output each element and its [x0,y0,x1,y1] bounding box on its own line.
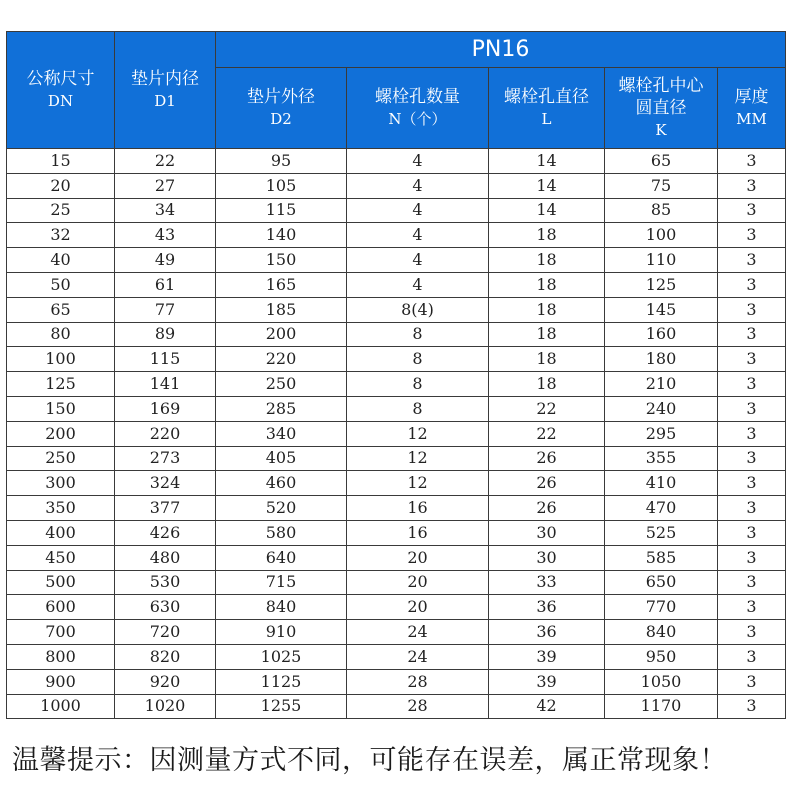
cell-d2: 220 [216,347,347,372]
cell-l: 22 [489,421,605,446]
cell-k: 410 [605,471,718,496]
table-row [7,396,786,421]
cell-l: 39 [489,644,605,669]
cell-n: 12 [347,446,489,471]
cell-l: 26 [489,471,605,496]
header-bolt-hole-diameter [489,68,605,149]
cell-d2: 165 [216,272,347,297]
cell-k: 650 [605,570,718,595]
cell-d2: 715 [216,570,347,595]
cell-d1: 89 [115,322,216,347]
cell-n: 8(4) [347,297,489,322]
cell-k: 125 [605,272,718,297]
cell-dn: 500 [7,570,115,595]
header-bolt-hole-diameter-label: 螺栓孔直径 [504,87,589,107]
cell-n: 20 [347,570,489,595]
table-row [7,644,786,669]
cell-d2: 340 [216,421,347,446]
table-row [7,173,786,198]
cell-k: 180 [605,347,718,372]
cell-l: 18 [489,272,605,297]
cell-dn: 15 [7,149,115,174]
cell-n: 12 [347,471,489,496]
cell-thickness: 3 [718,644,786,669]
cell-d1: 22 [115,149,216,174]
table-row [7,669,786,694]
cell-l: 18 [489,322,605,347]
table-row [7,595,786,620]
cell-d1: 77 [115,297,216,322]
cell-thickness: 3 [718,347,786,372]
measurement-tip: 温馨提示：因测量方式不同，可能存在误差，属正常现象！ [12,745,727,776]
cell-thickness: 3 [718,372,786,397]
cell-d1: 920 [115,669,216,694]
cell-dn: 1000 [7,694,115,719]
cell-n: 20 [347,595,489,620]
cell-thickness: 3 [718,297,786,322]
cell-l: 26 [489,446,605,471]
table-row [7,223,786,248]
cell-n: 4 [347,248,489,273]
table-row [7,322,786,347]
cell-k: 470 [605,496,718,521]
header-bolt-circle-code: K [655,121,667,139]
cell-d2: 285 [216,396,347,421]
table-row [7,471,786,496]
cell-d2: 910 [216,620,347,645]
cell-k: 770 [605,595,718,620]
table-row [7,620,786,645]
cell-dn: 20 [7,173,115,198]
header-thickness-label: 厚度 [734,87,769,107]
cell-n: 28 [347,669,489,694]
cell-k: 65 [605,149,718,174]
header-bolt-hole-diameter-code: L [541,110,552,128]
cell-k: 840 [605,620,718,645]
cell-n: 24 [347,620,489,645]
cell-d1: 115 [115,347,216,372]
cell-thickness: 3 [718,669,786,694]
cell-d1: 820 [115,644,216,669]
cell-n: 8 [347,322,489,347]
cell-d1: 34 [115,198,216,223]
cell-n: 4 [347,272,489,297]
cell-dn: 800 [7,644,115,669]
cell-l: 36 [489,620,605,645]
cell-thickness: 3 [718,173,786,198]
cell-d1: 630 [115,595,216,620]
table-row [7,570,786,595]
cell-dn: 450 [7,545,115,570]
cell-k: 1050 [605,669,718,694]
cell-n: 28 [347,694,489,719]
cell-n: 4 [347,149,489,174]
cell-d2: 140 [216,223,347,248]
cell-l: 18 [489,248,605,273]
cell-k: 75 [605,173,718,198]
cell-k: 240 [605,396,718,421]
cell-d1: 324 [115,471,216,496]
cell-dn: 600 [7,595,115,620]
cell-d2: 460 [216,471,347,496]
cell-dn: 400 [7,520,115,545]
cell-d1: 49 [115,248,216,273]
cell-k: 100 [605,223,718,248]
cell-thickness: 3 [718,149,786,174]
cell-dn: 350 [7,496,115,521]
cell-dn: 25 [7,198,115,223]
header-bolt-hole-count-label: 螺栓孔数量 [375,87,460,107]
cell-k: 85 [605,198,718,223]
table-row [7,347,786,372]
cell-l: 14 [489,173,605,198]
cell-d1: 141 [115,372,216,397]
header-outer-diameter-code: D2 [270,110,292,128]
header-nominal-size-code: DN [47,92,74,110]
cell-l: 14 [489,198,605,223]
cell-dn: 200 [7,421,115,446]
table-row [7,496,786,521]
cell-dn: 100 [7,347,115,372]
cell-thickness: 3 [718,322,786,347]
cell-n: 8 [347,347,489,372]
cell-d1: 43 [115,223,216,248]
table-row [7,694,786,719]
cell-d2: 185 [216,297,347,322]
cell-d2: 1125 [216,669,347,694]
cell-l: 18 [489,347,605,372]
cell-dn: 150 [7,396,115,421]
cell-thickness: 3 [718,496,786,521]
table-row [7,421,786,446]
cell-dn: 50 [7,272,115,297]
cell-dn: 700 [7,620,115,645]
cell-d2: 840 [216,595,347,620]
cell-n: 8 [347,372,489,397]
cell-l: 39 [489,669,605,694]
header-outer-diameter-label: 垫片外径 [247,87,315,107]
table-row [7,248,786,273]
cell-dn: 65 [7,297,115,322]
header-thickness-code: MM [736,110,767,128]
cell-l: 14 [489,149,605,174]
cell-l: 22 [489,396,605,421]
cell-thickness: 3 [718,272,786,297]
cell-d2: 95 [216,149,347,174]
cell-n: 4 [347,173,489,198]
table-body [7,149,786,719]
cell-d1: 169 [115,396,216,421]
cell-d1: 220 [115,421,216,446]
cell-d2: 150 [216,248,347,273]
cell-l: 36 [489,595,605,620]
cell-l: 33 [489,570,605,595]
header-bolt-circle-diameter [605,68,718,149]
table-row [7,297,786,322]
header-pressure-class: PN16 [216,32,786,68]
cell-thickness: 3 [718,223,786,248]
cell-l: 18 [489,223,605,248]
cell-d2: 105 [216,173,347,198]
cell-l: 30 [489,520,605,545]
cell-dn: 32 [7,223,115,248]
cell-d1: 61 [115,272,216,297]
cell-dn: 900 [7,669,115,694]
cell-n: 4 [347,198,489,223]
header-bolt-circle-label-line2: 圆直径 [635,98,687,118]
gasket-spec-table [6,31,786,719]
cell-d2: 640 [216,545,347,570]
cell-thickness: 3 [718,570,786,595]
cell-l: 18 [489,297,605,322]
cell-k: 585 [605,545,718,570]
cell-n: 8 [347,396,489,421]
cell-k: 355 [605,446,718,471]
header-inner-diameter-code: D1 [154,92,176,110]
cell-thickness: 3 [718,620,786,645]
cell-n: 12 [347,421,489,446]
cell-l: 18 [489,372,605,397]
cell-thickness: 3 [718,694,786,719]
cell-d1: 530 [115,570,216,595]
header-bolt-hole-count-code: N（个） [388,110,447,128]
table-row [7,446,786,471]
cell-n: 4 [347,223,489,248]
cell-d2: 405 [216,446,347,471]
table-row [7,545,786,570]
cell-thickness: 3 [718,248,786,273]
table-row [7,520,786,545]
cell-k: 295 [605,421,718,446]
table-row [7,372,786,397]
cell-dn: 80 [7,322,115,347]
cell-k: 160 [605,322,718,347]
cell-k: 1170 [605,694,718,719]
cell-d2: 580 [216,520,347,545]
cell-thickness: 3 [718,520,786,545]
header-thickness [718,68,786,149]
cell-thickness: 3 [718,471,786,496]
cell-n: 20 [347,545,489,570]
cell-k: 525 [605,520,718,545]
header-nominal-size [7,32,115,149]
table-row [7,198,786,223]
header-bolt-hole-count [347,68,489,149]
cell-thickness: 3 [718,421,786,446]
cell-d2: 200 [216,322,347,347]
header-nominal-size-label: 公称尺寸 [26,69,95,89]
cell-thickness: 3 [718,595,786,620]
cell-thickness: 3 [718,396,786,421]
cell-l: 26 [489,496,605,521]
cell-n: 16 [347,496,489,521]
cell-dn: 250 [7,446,115,471]
cell-dn: 40 [7,248,115,273]
cell-thickness: 3 [718,446,786,471]
cell-d2: 250 [216,372,347,397]
table-row [7,149,786,174]
cell-k: 110 [605,248,718,273]
cell-d1: 1020 [115,694,216,719]
cell-dn: 125 [7,372,115,397]
cell-thickness: 3 [718,198,786,223]
cell-d1: 377 [115,496,216,521]
cell-n: 16 [347,520,489,545]
cell-d1: 273 [115,446,216,471]
cell-n: 24 [347,644,489,669]
header-bolt-circle-label-line1: 螺栓孔中心 [618,76,704,96]
table-row [7,272,786,297]
header-inner-diameter-label: 垫片内径 [131,69,199,89]
cell-d2: 520 [216,496,347,521]
cell-d1: 720 [115,620,216,645]
cell-dn: 300 [7,471,115,496]
cell-l: 42 [489,694,605,719]
cell-d2: 1025 [216,644,347,669]
cell-l: 30 [489,545,605,570]
cell-thickness: 3 [718,545,786,570]
cell-k: 210 [605,372,718,397]
cell-d2: 1255 [216,694,347,719]
cell-k: 950 [605,644,718,669]
cell-k: 145 [605,297,718,322]
header-inner-diameter [115,32,216,149]
cell-d2: 115 [216,198,347,223]
header-outer-diameter [216,68,347,149]
cell-d1: 27 [115,173,216,198]
cell-d1: 426 [115,520,216,545]
cell-d1: 480 [115,545,216,570]
